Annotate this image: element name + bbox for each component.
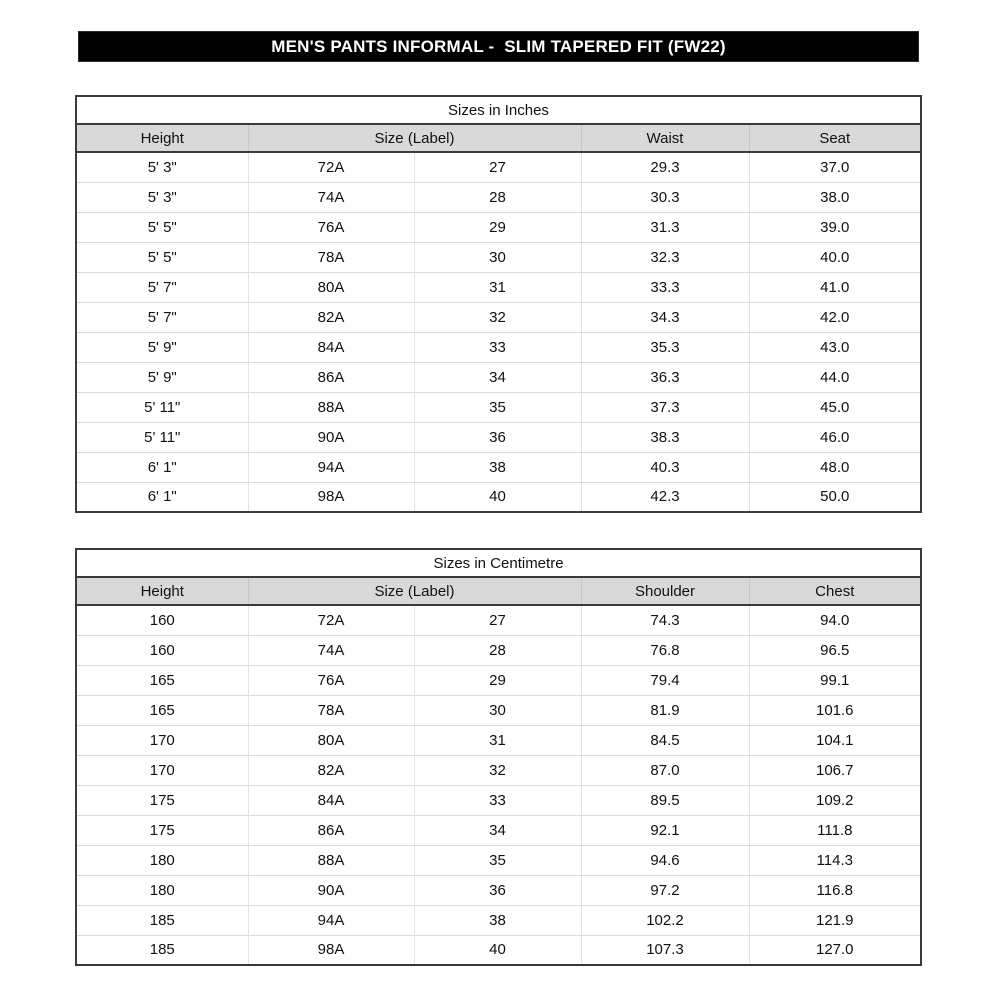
table-cell: 29 (414, 665, 581, 695)
table-cell: 96.5 (749, 635, 921, 665)
table-cell: 5' 11" (76, 422, 248, 452)
table-cell: 185 (76, 935, 248, 965)
table-header-row (76, 124, 921, 152)
table-cell: 5' 9" (76, 332, 248, 362)
table-cell: 82A (248, 302, 414, 332)
table-row (76, 182, 921, 212)
table-cell: 31 (414, 272, 581, 302)
table-cell: 40.3 (581, 452, 749, 482)
table-cell: 94A (248, 452, 414, 482)
table-cell: 90A (248, 875, 414, 905)
table-row (76, 302, 921, 332)
table-cell: 30.3 (581, 182, 749, 212)
table-cell: 79.4 (581, 665, 749, 695)
table-cell: 101.6 (749, 695, 921, 725)
table-cell: 5' 7" (76, 272, 248, 302)
table-cell: 50.0 (749, 482, 921, 512)
table-cell: 43.0 (749, 332, 921, 362)
table-cell: 185 (76, 905, 248, 935)
table-cell: 160 (76, 605, 248, 635)
table-cell: 35 (414, 392, 581, 422)
table-row (76, 212, 921, 242)
table-cell: 28 (414, 182, 581, 212)
table-row (76, 272, 921, 302)
table-cell: 72A (248, 152, 414, 182)
table-cell: 32 (414, 302, 581, 332)
table-cell: 74A (248, 635, 414, 665)
table-cell: 34 (414, 815, 581, 845)
table-cell: 5' 5" (76, 242, 248, 272)
table-cell: 45.0 (749, 392, 921, 422)
table-cell: 33 (414, 332, 581, 362)
table-cell: 84.5 (581, 725, 749, 755)
table-cell: 39.0 (749, 212, 921, 242)
table-cell: 42.3 (581, 482, 749, 512)
table-cell: 99.1 (749, 665, 921, 695)
table-row (76, 935, 921, 965)
table-row (76, 605, 921, 635)
table-cell: 29 (414, 212, 581, 242)
column-header-size-label: Size (Label) (248, 124, 581, 152)
table-row (76, 452, 921, 482)
table-row (76, 845, 921, 875)
table-cell: 165 (76, 665, 248, 695)
table-row (76, 905, 921, 935)
table-cell: 88A (248, 845, 414, 875)
table-cell: 74A (248, 182, 414, 212)
column-header-height: Height (76, 124, 248, 152)
table-cell: 35.3 (581, 332, 749, 362)
table-cell: 31 (414, 725, 581, 755)
table-cell: 170 (76, 725, 248, 755)
column-header-waist: Waist (581, 124, 749, 152)
table-cell: 92.1 (581, 815, 749, 845)
table-title-inches: Sizes in Inches (76, 96, 921, 124)
table-cell: 106.7 (749, 755, 921, 785)
table-title-centimetre: Sizes in Centimetre (76, 549, 921, 577)
table-cell: 104.1 (749, 725, 921, 755)
table-cell: 36 (414, 875, 581, 905)
table-cell: 180 (76, 875, 248, 905)
table-cell: 175 (76, 815, 248, 845)
table-cell: 28 (414, 635, 581, 665)
table-cell: 27 (414, 152, 581, 182)
table-cell: 102.2 (581, 905, 749, 935)
table-cell: 42.0 (749, 302, 921, 332)
table-cell: 36 (414, 422, 581, 452)
table-cell: 121.9 (749, 905, 921, 935)
table-cell: 5' 7" (76, 302, 248, 332)
table-cell: 40 (414, 935, 581, 965)
table-cell: 5' 5" (76, 212, 248, 242)
table-cell: 87.0 (581, 755, 749, 785)
column-header-shoulder: Shoulder (581, 577, 749, 605)
table-header-row (76, 577, 921, 605)
table-cell: 74.3 (581, 605, 749, 635)
table-cell: 5' 3" (76, 182, 248, 212)
table-cell: 41.0 (749, 272, 921, 302)
table-cell: 90A (248, 422, 414, 452)
table-cell: 46.0 (749, 422, 921, 452)
table-cell: 29.3 (581, 152, 749, 182)
table-cell: 114.3 (749, 845, 921, 875)
table-cell: 38 (414, 905, 581, 935)
table-cell: 76A (248, 665, 414, 695)
table-cell: 6' 1" (76, 452, 248, 482)
table-cell: 37.0 (749, 152, 921, 182)
table-cell: 36.3 (581, 362, 749, 392)
table-cell: 6' 1" (76, 482, 248, 512)
table-cell: 33 (414, 785, 581, 815)
size-table-centimetre (75, 548, 922, 966)
table-cell: 72A (248, 605, 414, 635)
table-cell: 34.3 (581, 302, 749, 332)
table-cell: 94.6 (581, 845, 749, 875)
table-cell: 94A (248, 905, 414, 935)
table-cell: 38 (414, 452, 581, 482)
table-cell: 76A (248, 212, 414, 242)
table-cell: 5' 3" (76, 152, 248, 182)
table-cell: 34 (414, 362, 581, 392)
table-title-row (76, 96, 921, 124)
table-cell: 86A (248, 362, 414, 392)
table-cell: 30 (414, 242, 581, 272)
table-body-centimetre (76, 605, 921, 965)
table-row (76, 665, 921, 695)
table-cell: 84A (248, 785, 414, 815)
table-cell: 27 (414, 605, 581, 635)
table-row (76, 755, 921, 785)
table-cell: 78A (248, 242, 414, 272)
table-cell: 30 (414, 695, 581, 725)
table-cell: 80A (248, 725, 414, 755)
table-row (76, 152, 921, 182)
table-cell: 35 (414, 845, 581, 875)
table-row (76, 695, 921, 725)
table-row (76, 785, 921, 815)
table-row (76, 875, 921, 905)
table-cell: 44.0 (749, 362, 921, 392)
table-row (76, 635, 921, 665)
table-cell: 33.3 (581, 272, 749, 302)
size-table-inches (75, 95, 922, 513)
table-cell: 89.5 (581, 785, 749, 815)
table-cell: 127.0 (749, 935, 921, 965)
table-row (76, 362, 921, 392)
table-cell: 31.3 (581, 212, 749, 242)
table-cell: 94.0 (749, 605, 921, 635)
column-header-height: Height (76, 577, 248, 605)
table-cell: 32 (414, 755, 581, 785)
table-cell: 86A (248, 815, 414, 845)
table-cell: 98A (248, 482, 414, 512)
table-cell: 5' 9" (76, 362, 248, 392)
table-cell: 81.9 (581, 695, 749, 725)
table-cell: 111.8 (749, 815, 921, 845)
table-cell: 38.3 (581, 422, 749, 452)
table-cell: 160 (76, 635, 248, 665)
table-cell: 175 (76, 785, 248, 815)
table-cell: 80A (248, 272, 414, 302)
table-cell: 98A (248, 935, 414, 965)
table-row (76, 242, 921, 272)
table-row (76, 815, 921, 845)
table-cell: 32.3 (581, 242, 749, 272)
table-cell: 84A (248, 332, 414, 362)
table-row (76, 482, 921, 512)
table-cell: 76.8 (581, 635, 749, 665)
column-header-size-label: Size (Label) (248, 577, 581, 605)
column-header-seat: Seat (749, 124, 921, 152)
table-cell: 40 (414, 482, 581, 512)
table-cell: 88A (248, 392, 414, 422)
table-cell: 180 (76, 845, 248, 875)
table-body-inches (76, 152, 921, 512)
table-cell: 165 (76, 695, 248, 725)
column-header-chest: Chest (749, 577, 921, 605)
table-title-row (76, 549, 921, 577)
table-row (76, 392, 921, 422)
table-row (76, 422, 921, 452)
table-cell: 38.0 (749, 182, 921, 212)
table-cell: 37.3 (581, 392, 749, 422)
table-cell: 5' 11" (76, 392, 248, 422)
table-row (76, 332, 921, 362)
table-cell: 97.2 (581, 875, 749, 905)
table-cell: 78A (248, 695, 414, 725)
table-cell: 82A (248, 755, 414, 785)
table-cell: 40.0 (749, 242, 921, 272)
page-title-banner: MEN'S PANTS INFORMAL - SLIM TAPERED FIT (FW22) (78, 31, 919, 62)
table-cell: 109.2 (749, 785, 921, 815)
table-cell: 170 (76, 755, 248, 785)
table-cell: 48.0 (749, 452, 921, 482)
table-cell: 116.8 (749, 875, 921, 905)
table-row (76, 725, 921, 755)
table-cell: 107.3 (581, 935, 749, 965)
